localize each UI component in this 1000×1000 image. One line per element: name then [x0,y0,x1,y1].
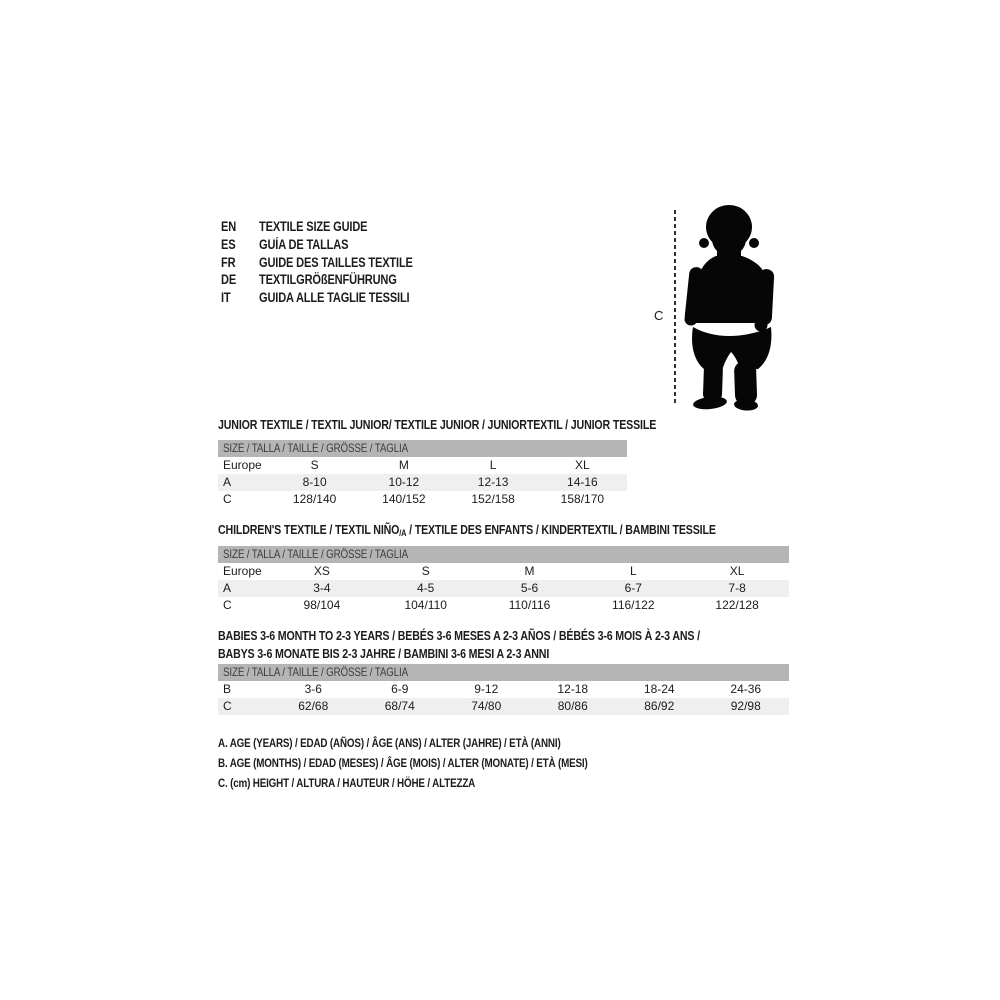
height-label-c: C [654,308,664,323]
language-code: ES [221,236,236,252]
junior-table-grid [218,457,627,507]
junior-textile-table [218,416,657,508]
value-cell: 14-16 [538,474,627,491]
junior-table-title: JUNIOR TEXTILE / TEXTIL JUNIOR/ TEXTILE JUNIOR / JUNIORTEXTIL / JUNIOR TESSILE [218,417,657,432]
value-cell: 152/158 [471,491,515,506]
language-title: TEXTILE SIZE GUIDE [259,219,368,234]
value-cell: 6-7 [581,580,685,597]
value-cell: 12-18 [557,682,589,696]
value-cell: 24-36 [730,682,762,696]
value-cell: 68/74 [357,698,444,715]
children-textile-table [218,521,789,615]
language-code: FR [221,254,236,270]
row-label-cell: C [223,597,232,612]
value-cell: 18-24 [643,682,675,696]
value-cell: 3-6 [304,682,322,696]
value-cell: 8-10 [270,474,359,491]
value-cell: 7-8 [685,580,789,597]
babies-textile-table [218,627,789,715]
value-cell: 4-5 [374,580,478,597]
value-cell: 158/170 [560,491,605,506]
value-cell: 98/104 [303,597,341,612]
height-dashed-line [674,210,676,406]
size-cell: M [398,458,409,472]
children-table-title: CHILDREN'S TEXTILE / TEXTIL NIÑO/A / TEXTILE DES ENFANTS / KINDERTEXTIL / BAMBINI TESSILE [218,522,716,538]
language-row-fr [221,254,447,272]
size-cell: XL [729,564,745,578]
size-cell: XS [313,564,330,578]
row-label-cell: A [218,580,270,597]
row-label-cell: A [218,474,270,491]
row-label-cell: C [223,491,232,506]
babies-table-title: BABIES 3-6 MONTH TO 2-3 YEARS / BEBÉS 3-6 MESES A 2-3 AÑOS / BÉBÉS 3-6 MOIS À 2-3 ANS / BABYS 3-6 MONATE BIS 2-3 JAHRE / BAMBINI 3-6 MESI A 2-3 ANNI [218,628,700,661]
value-cell: 116/122 [612,597,655,612]
language-title: GUÍA DE TALLAS [259,236,349,252]
size-cell: M [524,564,535,578]
size-header-bar: SIZE / TALLA / TAILLE / GRÖSSE / TAGLIA [218,664,789,681]
value-cell: 12-13 [449,474,538,491]
size-cell: L [489,458,497,472]
size-cell: S [421,564,430,578]
language-title: TEXTILGRÖßENFÜHRUNG [259,272,397,288]
size-header-bar: SIZE / TALLA / TAILLE / GRÖSSE / TAGLIA [218,546,789,563]
row-label-cell: B [223,682,232,696]
language-row-es [221,236,447,254]
language-list [221,218,447,307]
value-cell: 6-9 [391,682,409,696]
value-cell: 104/110 [404,597,447,612]
language-title: GUIDA ALLE TAGLIE TESSILI [259,290,410,306]
legend [218,733,669,793]
language-row-en [221,218,447,236]
language-code: EN [221,219,237,234]
toddler-silhouette-icon [684,201,780,413]
babies-table-grid [218,681,789,715]
language-row-it [221,289,447,307]
value-cell: 86/92 [616,698,703,715]
size-header-bar: SIZE / TALLA / TAILLE / GRÖSSE / TAGLIA [218,440,627,457]
legend-line-a: A. AGE (YEARS) / EDAD (AÑOS) / ÂGE (ANS) / ALTER (JAHRE) / ETÀ (ANNI) [218,736,561,750]
value-cell: 110/116 [508,597,551,612]
language-title: GUIDE DES TAILLES TEXTILE [259,254,413,270]
legend-line-b: B. AGE (MONTHS) / EDAD (MESES) / ÂGE (MOIS) / ALTER (MONATE) / ETÀ (MESI) [218,756,588,770]
value-cell: 122/128 [715,597,759,612]
children-table-grid [218,563,789,613]
value-cell: 80/86 [530,698,617,715]
value-cell: 74/80 [443,698,530,715]
legend-line-c: C. (cm) HEIGHT / ALTURA / HAUTEUR / HÖHE / ALTEZZA [218,776,476,790]
size-cell: XL [575,458,590,472]
row-label-cell: C [218,698,270,715]
region-label-cell: Europe [223,458,262,472]
language-row-de [221,271,447,289]
size-cell: L [629,564,637,578]
value-cell: 9-12 [474,682,499,696]
language-code: DE [221,272,237,288]
nino-a-subscript: /A [399,528,407,538]
region-label-cell: Europe [223,564,262,578]
value-cell: 128/140 [292,491,337,506]
language-code: IT [221,290,231,306]
value-cell: 3-4 [270,580,374,597]
value-cell: 140/152 [382,491,426,506]
value-cell: 10-12 [359,474,448,491]
value-cell: 62/68 [270,698,357,715]
value-cell: 92/98 [703,698,790,715]
value-cell: 5-6 [478,580,582,597]
size-cell: S [310,458,319,472]
